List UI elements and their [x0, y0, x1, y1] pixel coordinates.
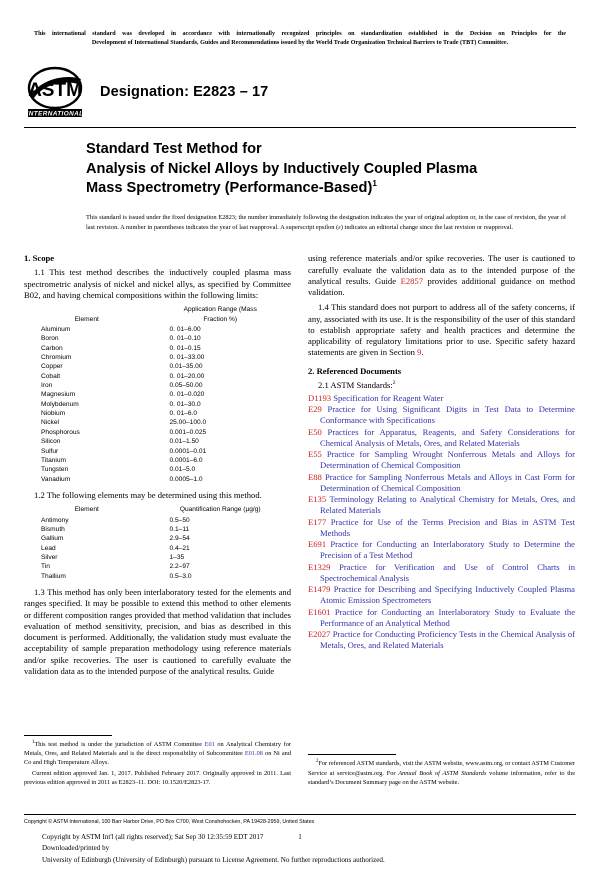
reference-id[interactable]: D1193: [308, 392, 332, 403]
table-row: Magnesium 0. 01–0.020: [41, 391, 205, 399]
reference-id[interactable]: E691: [308, 539, 327, 550]
reference-title[interactable]: Practice for Conducting an Interlaboratory Study to Evaluate the Performance of an Analytical Method: [320, 606, 576, 628]
subheading-astm-standards: 2.1 ASTM Standards:$^2$: [318, 379, 396, 390]
reference-title[interactable]: Terminology Relating to Analytical Chemistry for Metals, Ores, and Related Materials: [320, 494, 575, 516]
header-divider: [24, 127, 576, 128]
page-title: [24, 140, 576, 198]
application-range-table: [24, 305, 291, 484]
reference-item: [308, 393, 575, 404]
tbt-banner: [24, 30, 576, 48]
copyright-divider: [24, 814, 576, 815]
section-heading-referenced-documents: 2. Referenced Documents: [308, 365, 402, 376]
section-heading-scope: 1. Scope: [24, 253, 55, 264]
table-row: Iron 0.05–50.00: [41, 382, 203, 390]
table-row: Phosphorous 0.001–0.025: [41, 428, 207, 436]
designation-label: Designation:: [100, 84, 190, 101]
reference-id[interactable]: E135: [308, 494, 327, 505]
link-section-9[interactable]: 9: [417, 347, 422, 358]
paragraph-1-3: [24, 587, 291, 677]
table-row: Molybdenum 0. 01–30.0: [41, 400, 201, 408]
reference-item: [308, 472, 575, 495]
designation-number: E2823 – 17: [193, 84, 269, 101]
p13-continued-tail: provides additional guidance on method validation.: [308, 275, 576, 298]
table-row: Tungsten 0.01–5.0: [41, 466, 196, 474]
license-block: [24, 832, 576, 866]
reference-title[interactable]: Practice for Using Significant Digits in Test Data to Determine Conformance with Specifications: [320, 404, 575, 426]
table-row: Lead 0.4–21: [41, 544, 190, 552]
title-line-1: Standard Test Method for: [86, 141, 262, 158]
table-row: Tin 2.2–97: [41, 563, 190, 571]
table-row: Boron 0. 01–0.10: [41, 335, 201, 343]
body-columns: [24, 253, 576, 681]
reference-title[interactable]: Specification for Reagent Water: [333, 392, 444, 403]
title-line-2: Analysis of Nickel Alloys by Inductively Coupled Plasma: [86, 160, 478, 177]
reference-item: [308, 404, 575, 427]
table-row: Chromium 0. 01–33.00: [41, 353, 205, 361]
footnote-right: [308, 754, 575, 788]
reference-id[interactable]: E55: [308, 449, 322, 460]
quantification-range-table: [24, 505, 291, 581]
reference-title[interactable]: Practice for Sampling Nonferrous Metals and Alloys in Cast Form for Determination of Chemical Composition: [320, 471, 575, 493]
column-header-element: Element: [74, 506, 99, 514]
footnote-left: [24, 735, 291, 788]
reference-title[interactable]: Practice for Verification and Use of Control Charts in Spectrochemical Analysis: [320, 561, 575, 583]
copyright-line: Copyright © ASTM International, 100 Barr Harbor Drive, PO Box C700, West Conshohocken, PA 19428-2959, United States: [24, 818, 315, 825]
left-column: [24, 253, 291, 681]
astm-logo-icon: [24, 65, 86, 119]
table-row: Vanadium 0.0005–1.0: [41, 475, 203, 483]
paragraph-1-3-continued: [308, 253, 575, 298]
reference-title[interactable]: Practice for Describing and Specifying Inductively Coupled Plasma Atomic Emission Spectrometers: [320, 584, 575, 606]
title-line-3: Mass Spectrometry (Performance-Based)$^1$: [86, 179, 377, 197]
paragraph-1-4-italic: 1.4 This standard does not purport to address all of the safety concerns, if any, associated with its use. It is the responsibility of the user of this standard to establish appropriate safety and health practices and determine the applicability of regulatory limitations prior to use.: [308, 302, 575, 347]
link-e2857[interactable]: E2857: [400, 275, 424, 286]
application-range-table-body: [24, 325, 291, 484]
svg-text:INTERNATIONAL: INTERNATIONAL: [26, 110, 84, 118]
paragraph-1-4-text: Specific safety hazard statements are given in Section: [308, 336, 575, 358]
reference-item: [308, 629, 575, 652]
footnote-1-edition: Current edition approved Jan. 1, 2017. Published February 2017. Originally approved in 2011. Last previous edition approved in 2011 as E2823–11. DOI: 10.1520/E2823-17.: [24, 769, 291, 786]
table-row: Carbon 0. 01–0.15: [41, 344, 201, 352]
reference-item: [308, 427, 575, 450]
copyright-footer: [24, 814, 576, 866]
table-header-row: [24, 305, 291, 325]
footnote-2: $^2$For referenced ASTM standards, visit the ASTM website, www.astm.org, or contact ASTM Customer Service at service@astm.org. For Annual Book of ASTM Standards volume information, refer to the standard’s Document Summary page on the ASTM website.: [308, 759, 575, 786]
svg-text:ASTM: ASTM: [28, 80, 82, 102]
paragraph-1-4-period: .: [421, 347, 424, 358]
table-row: Silicon 0.01–1.50: [41, 438, 199, 446]
reference-title[interactable]: Practice for Sampling Wrought Nonferrous Metals and Alloys for Determination of Chemical Composition: [320, 449, 575, 471]
referenced-footnote-marker: 2: [392, 379, 396, 386]
column-header-element: Element: [74, 315, 99, 323]
table-header-row: [24, 505, 291, 515]
issue-note-text-b: ) indicates an editorial change since the last revision or reapproval.: [340, 223, 513, 231]
epsilon-symbol: ε: [338, 223, 341, 231]
reference-id[interactable]: E177: [308, 516, 327, 527]
issue-note: [24, 213, 576, 234]
table-row: Silver 1–35: [41, 554, 185, 562]
table-row: Niobium 0. 01–6.0: [41, 410, 197, 418]
link-e01[interactable]: E01: [204, 741, 215, 749]
column-header-quantification-range: Quantification Range (µg/g): [179, 506, 261, 514]
page-number: 1: [298, 832, 302, 841]
paragraph-1-2: 1.2 The following elements may be determined using this method.: [34, 489, 262, 500]
paragraph-1-1: 1.1 This test method describes the inductively coupled plasma mass spectrometric analysis of nickel and nickel allys, as specified by Committee B02, and having chemical compositions within the following limits:: [24, 267, 291, 300]
table-row: Aluminum 0. 01–6.00: [41, 325, 201, 333]
issue-note-text-a: This standard is issued under the fixed designation E2823; the number immediately following the designation indicates the year of original adoption or, in the case of revision, the year of last revision. A number in parentheses indicates the year of last reapproval. A superscript epsilon (: [86, 213, 566, 231]
table-row: Thallium 0.5–3.0: [41, 572, 192, 580]
license-line-2: Downloaded/printed by: [42, 844, 110, 853]
reference-title[interactable]: Practice for Conducting Proficiency Tests in the Chemical Analysis of Metals, Ores, and Related Materials: [320, 629, 575, 651]
reference-title[interactable]: Practice for Use of the Terms Precision and Bias in ASTM Test Methods: [320, 516, 576, 538]
table-row: Titanium 0.0001–6.0: [41, 456, 203, 464]
reference-id[interactable]: E2027: [308, 629, 331, 640]
right-column: [308, 253, 575, 681]
reference-title[interactable]: Practices for Apparatus, Reagents, and Safety Considerations for Chemical Analysis of Metals, Ores, and Related Materials: [320, 426, 575, 448]
reference-title[interactable]: Practice for Conducting an Interlaboratory Study to Determine the Precision of a Test Method: [320, 539, 575, 561]
designation-text: [100, 84, 268, 100]
tbt-banner-line-1: This international standard was developed in accordance with internationally recognized principles on standardization established in the Decision on Principles for the: [34, 31, 566, 37]
link-e0108[interactable]: E01.08: [244, 750, 263, 758]
license-line-1: Copyright by ASTM Int'l (all rights reserved); Sat Sep 30 12:35:59 EDT 2017: [42, 832, 264, 841]
reference-item: [308, 517, 575, 540]
table-row: Antimony 0.5–50: [41, 516, 190, 524]
table-row: Bismuth 0.1–11: [41, 525, 190, 533]
reference-item: [308, 584, 575, 607]
footnote-1: $^1$This test method is under the jurisdiction of ASTM Committee E01 on Analytical Chemistry for Metals, Ores, and Related Materials and is the direct responsibility of Subcommittee E01.08 on Ni and Co and High Temperature Alloys.: [24, 739, 291, 767]
reference-id[interactable]: E50: [308, 426, 322, 437]
table-row: Copper 0.01–35.00: [41, 363, 203, 371]
reference-item: [308, 494, 575, 517]
table-row: Sulfur 0.0001–0.01: [41, 447, 207, 455]
paragraph-1-4: [308, 302, 575, 358]
footnote-divider: [24, 735, 112, 736]
table-row: Gallium 2.9–54: [41, 535, 190, 543]
reference-item: [308, 562, 575, 585]
reference-id[interactable]: E1479: [308, 584, 331, 595]
reference-id[interactable]: E1329: [308, 561, 331, 572]
title-footnote-marker: 1: [372, 179, 377, 189]
reference-item: [308, 449, 575, 472]
reference-item: [308, 607, 575, 630]
footnote-divider: [308, 754, 396, 755]
paragraph-1-3-text: 1.3 This method has only been interlaboratory tested for the elements and ranges specified. It may be possible to extend this method to other elements or different composition ranges provided that method validation that includes evaluation of method sensitivity, precision, and bias as described in this document is performed. Additionally, the validation study must evaluate the acceptability of sample preparation methodology using reference materials and/or spike recoveries. The user is cautioned to carefully evaluate the validation data as to the intended purpose of the analytical results. Guide: [24, 587, 291, 676]
license-line-3: University of Edinburgh (University of Edinburgh) pursuant to License Agreement. No further reproductions authorized.: [42, 855, 385, 864]
reference-id[interactable]: E1601: [308, 606, 331, 617]
document-page: [0, 30, 600, 880]
table-row: Nickel 25.00–100.0: [41, 419, 207, 427]
reference-id[interactable]: E29: [308, 404, 322, 415]
tbt-banner-line-2: Development of International Standards, Guides and Recommendations issued by the World Trade Organization Technical Barriers to Trade (TBT) Committee.: [91, 40, 509, 47]
designation-row: [24, 64, 576, 120]
reference-item: [308, 539, 575, 562]
quantification-range-table-body: [24, 516, 291, 582]
table-row: Cobalt 0. 01–20.00: [41, 372, 205, 380]
p13-continued-lead: using reference materials and/or spike recoveries. The user is cautioned to carefully evaluate the validation data as to the intended purpose of the analytical results. Guide: [308, 253, 575, 286]
column-header-application-range: Application Range (Mass Fraction %): [183, 306, 257, 323]
reference-id[interactable]: E88: [308, 471, 322, 482]
